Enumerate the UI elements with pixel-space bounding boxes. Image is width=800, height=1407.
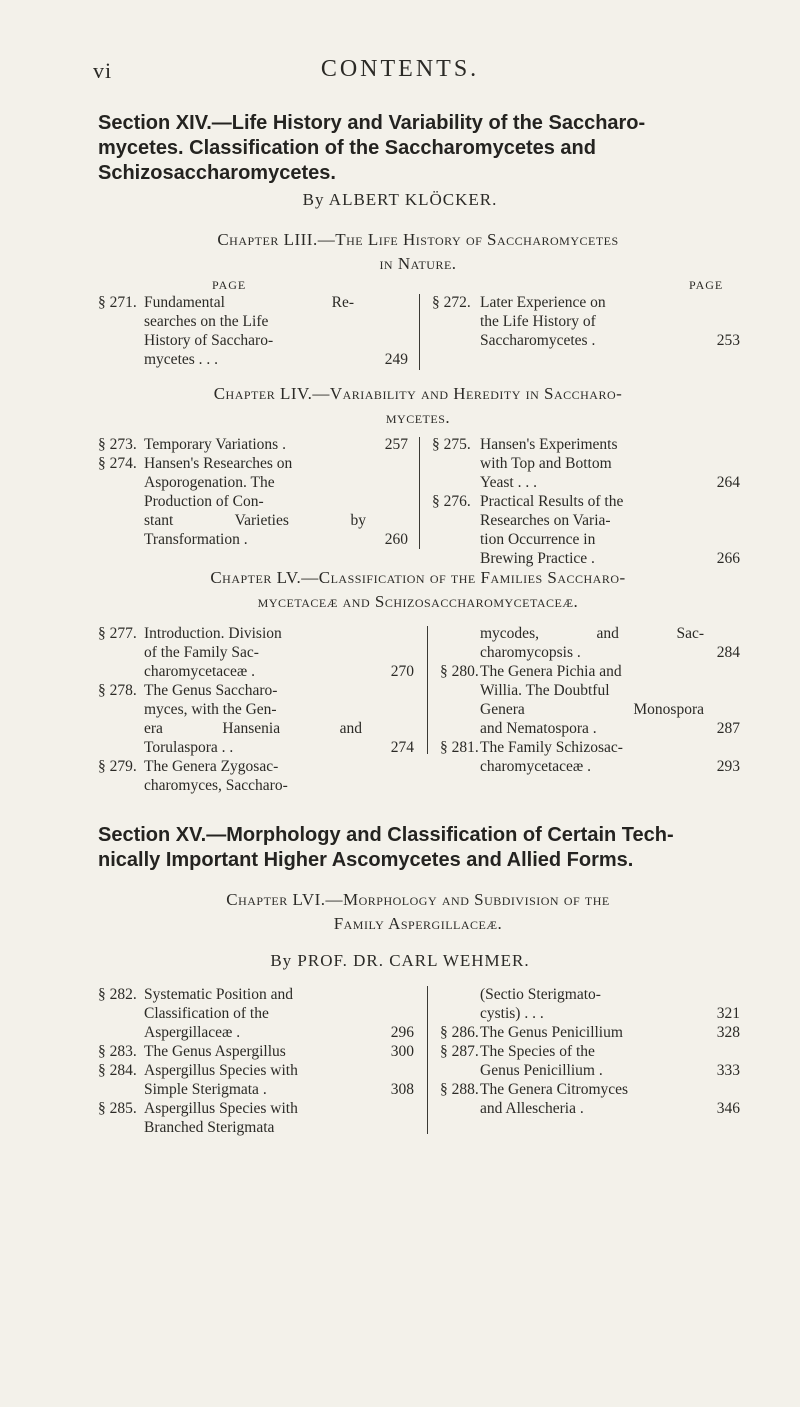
entry-text: Later Experience on <box>480 294 606 311</box>
entry-text: mycodes, and Sac- <box>480 625 704 642</box>
section-number: § 278. <box>98 682 137 699</box>
entry-text: tion Occurrence in <box>480 531 596 548</box>
entry-text: cystis) . . . <box>480 1005 544 1022</box>
column-divider <box>419 437 420 549</box>
entry-text: with Top and Bottom <box>480 455 612 472</box>
section-number: § 277. <box>98 625 137 642</box>
entry-text: Introduction. Division <box>144 625 282 642</box>
entry-text: Hansen's Researches on <box>144 455 293 472</box>
entry-text: The Family Schizosac- <box>480 739 623 756</box>
chapter-heading-line: Chapter LIII.—The Life History of Saccharomycetes <box>217 230 619 249</box>
entry-text: of the Family Sac- <box>144 644 259 661</box>
page-ref: 293 <box>716 758 740 775</box>
entry-text: and Nematospora . <box>480 720 597 737</box>
section-number: § 280. <box>440 663 479 680</box>
chapter-heading-line: Chapter LIV.—Variability and Heredity in Saccharo- <box>213 384 623 403</box>
page-ref: 260 <box>384 531 408 548</box>
section-number: § 286. <box>440 1024 479 1041</box>
chapter-heading-line: Family Aspergillaceæ. <box>333 914 503 933</box>
entry-text: Torulaspora . . <box>144 739 234 756</box>
section-title <box>98 823 738 873</box>
chapter-heading <box>98 566 738 614</box>
chapter-heading-line: Chapter LVI.—Morphology and Subdivision of the <box>226 890 610 909</box>
chapter-heading <box>98 382 738 430</box>
section-number: § 275. <box>432 436 471 453</box>
entry-text: The Genus Saccharo- <box>144 682 278 699</box>
entry-text: Hansen's Experiments <box>480 436 618 453</box>
entry-text: charomyces, Saccharo- <box>144 777 288 794</box>
entry-text: Transformation . <box>144 531 248 548</box>
chapter-heading <box>98 888 738 936</box>
section-number: § 279. <box>98 758 137 775</box>
entry-text: The Genera Citromyces <box>480 1081 629 1098</box>
page-ref: 287 <box>716 720 740 737</box>
section-number: § 287. <box>440 1043 479 1060</box>
section-title-line: Schizosaccharomycetes. <box>98 162 336 184</box>
section-title <box>98 111 738 186</box>
page-number: vi <box>93 58 113 83</box>
section-number: § 281. <box>440 739 479 756</box>
section-number: § 276. <box>432 493 471 510</box>
page-column-label: PAGE <box>212 278 247 292</box>
section-number: § 272. <box>432 294 471 311</box>
entry-text: Systematic Position and <box>144 986 293 1003</box>
page-ref: 284 <box>716 644 740 661</box>
entry-text: stant Varieties by <box>144 512 366 529</box>
column-divider <box>427 626 428 754</box>
entry-text: Genus Penicillium . <box>480 1062 603 1079</box>
entry-text: The Species of the <box>480 1043 595 1060</box>
section-number: § 285. <box>98 1100 137 1117</box>
section-author: By ALBERT KLÖCKER. <box>302 190 498 209</box>
entry-text: History of Saccharo- <box>144 332 274 349</box>
page-ref: 270 <box>390 663 414 680</box>
page-column-label: PAGE <box>689 278 724 292</box>
entry-text: Saccharomycetes . <box>480 332 596 349</box>
page-ref: 266 <box>716 550 740 567</box>
entry-text: The Genus Aspergillus <box>144 1043 286 1060</box>
chapter-heading-line: mycetaceæ and Schizosaccharomycetaceæ. <box>257 592 579 611</box>
section-number: § 273. <box>98 436 137 453</box>
entry-text: Aspergillus Species with <box>144 1100 298 1117</box>
page-ref: 328 <box>716 1024 740 1041</box>
section-number: § 271. <box>98 294 137 311</box>
entry-text: Production of Con- <box>144 493 264 510</box>
chapter-heading-line: in Nature. <box>379 254 457 273</box>
entry-text: and Allescheria . <box>480 1100 584 1117</box>
entry-text: The Genera Zygosac- <box>144 758 279 775</box>
entry-text: Fundamental Re- <box>144 294 354 311</box>
section-number: § 283. <box>98 1043 137 1060</box>
entry-text: Classification of the <box>144 1005 269 1022</box>
entry-text: Branched Sterigmata <box>144 1119 275 1136</box>
entry-text: Aspergillus Species with <box>144 1062 298 1079</box>
entry-text: Brewing Practice . <box>480 550 595 567</box>
section-number: § 282. <box>98 986 137 1003</box>
page-ref: 308 <box>390 1081 414 1098</box>
page-ref: 296 <box>390 1024 414 1041</box>
chapter-heading-line: mycetes. <box>385 408 451 427</box>
entry-text: The Genus Penicillium <box>480 1024 623 1041</box>
entry-text: charomycopsis . <box>480 644 581 661</box>
column-divider <box>427 986 428 1134</box>
page-ref: 333 <box>716 1062 740 1079</box>
entry-text: charomycetaceæ . <box>144 663 256 680</box>
page-ref: 300 <box>390 1043 414 1060</box>
page-ref: 346 <box>716 1100 740 1117</box>
entry-text: mycetes . . . <box>144 351 219 368</box>
section-number: § 274. <box>98 455 137 472</box>
page-ref: 249 <box>384 351 408 368</box>
entry-text: era Hansenia and <box>144 720 362 737</box>
entry-text: Asporogenation. The <box>144 474 275 491</box>
section-number: § 288. <box>440 1081 479 1098</box>
section-title-line: Section XV.—Morphology and Classification of Certain Tech- <box>98 824 674 846</box>
page-ref: 257 <box>384 436 408 453</box>
section-title-line: nically Important Higher Ascomycetes and Allied Forms. <box>98 849 634 871</box>
page-ref: 264 <box>716 474 740 491</box>
entry-text: Temporary Variations . <box>144 436 286 453</box>
column-divider <box>419 294 420 370</box>
entry-text: Simple Sterigmata . <box>144 1081 267 1098</box>
entry-text: (Sectio Sterigmato- <box>480 986 601 1003</box>
running-head-title: CONTENTS. <box>320 56 480 82</box>
entry-text: Researches on Varia- <box>480 512 611 529</box>
entry-text: Practical Results of the <box>480 493 624 510</box>
entry-text: Willia. The Doubtful <box>480 682 610 699</box>
page-ref: 274 <box>390 739 414 756</box>
entry-text: searches on the Life <box>144 313 269 330</box>
entry-text: Aspergillaceæ . <box>144 1024 241 1041</box>
page-ref: 253 <box>716 332 740 349</box>
entry-text: The Genera Pichia and <box>480 663 622 680</box>
entry-text: myces, with the Gen- <box>144 701 277 718</box>
entry-text: the Life History of <box>480 313 596 330</box>
entry-text: charomycetaceæ . <box>480 758 592 775</box>
chapter-heading <box>98 228 738 276</box>
entry-text: Genera Monospora <box>480 701 704 718</box>
page-ref: 321 <box>716 1005 740 1022</box>
section-author: By PROF. DR. CARL WEHMER. <box>270 951 530 970</box>
section-number: § 284. <box>98 1062 137 1079</box>
chapter-heading-line: Chapter LV.—Classification of the Families Saccharo- <box>210 568 626 587</box>
entry-text: Yeast . . . <box>480 474 537 491</box>
section-title-line: Section XIV.—Life History and Variability of the Saccharo- <box>98 112 646 134</box>
section-title-line: mycetes. Classification of the Saccharomycetes and <box>98 137 596 159</box>
